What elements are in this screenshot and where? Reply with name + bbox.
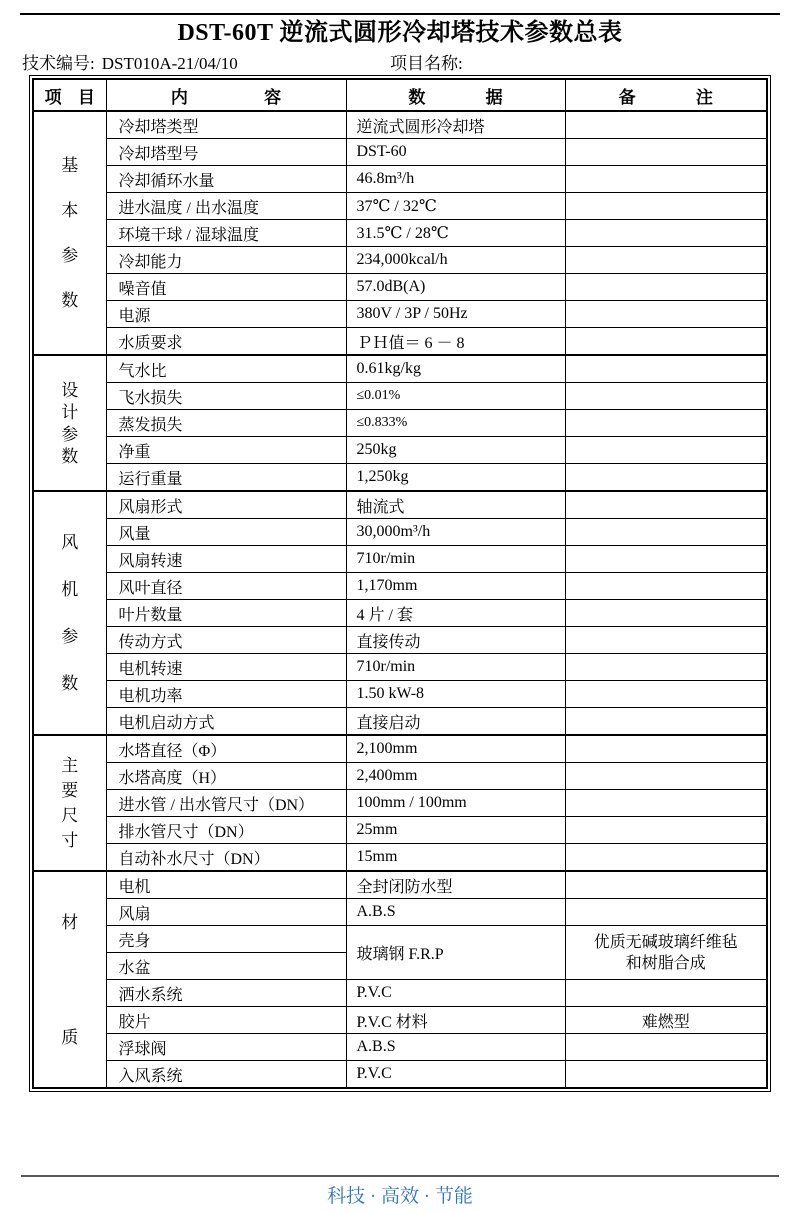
table-row [33, 600, 767, 627]
table-row [33, 546, 767, 573]
page-footer [0, 1175, 800, 1208]
row-value: ≤0.01% [346, 383, 565, 410]
table-row [33, 844, 767, 872]
row-remark [565, 111, 767, 139]
row-label: 风扇形式 [106, 491, 346, 519]
row-remark [565, 1061, 767, 1089]
section-label-fan [33, 491, 106, 735]
row-remark [565, 627, 767, 654]
row-label: 气水比 [106, 355, 346, 383]
section-char: 计 [61, 402, 79, 422]
row-remark-merged [565, 926, 767, 980]
section-char: 参 [61, 246, 79, 265]
footer-rule [21, 1175, 779, 1177]
table-row [33, 247, 767, 274]
row-remark [565, 274, 767, 301]
row-remark [565, 1034, 767, 1061]
row-remark [565, 220, 767, 247]
row-label: 飞水损失 [106, 383, 346, 410]
row-remark [565, 383, 767, 410]
row-value: 直接传动 [346, 627, 565, 654]
table-row [33, 735, 767, 763]
spec-table [32, 78, 768, 1089]
row-remark [565, 247, 767, 274]
table-row [33, 1034, 767, 1061]
row-value: 30,000m³/h [346, 519, 565, 546]
row-label: 冷却塔类型 [106, 111, 346, 139]
row-label: 电源 [106, 301, 346, 328]
section-char: 数 [61, 291, 79, 310]
project-name-label: 项目名称: [390, 54, 463, 73]
table-row [33, 383, 767, 410]
row-label: 运行重量 [106, 464, 346, 492]
table-row [33, 301, 767, 328]
row-label: 胶片 [106, 1007, 346, 1034]
row-value: P.V.C 材料 [346, 1007, 565, 1034]
table-row [33, 899, 767, 926]
meta-row [0, 49, 800, 72]
row-remark [565, 519, 767, 546]
row-label: 进水管 / 出水管尺寸（DN） [106, 790, 346, 817]
row-label: 蒸发损失 [106, 410, 346, 437]
table-row [33, 654, 767, 681]
header-row [33, 79, 767, 111]
row-label: 风扇 [106, 899, 346, 926]
section-label-materials [33, 871, 106, 1088]
row-remark [565, 790, 767, 817]
row-label: 环境干球 / 湿球温度 [106, 220, 346, 247]
table-row [33, 790, 767, 817]
section-char: 要 [61, 781, 79, 800]
row-label: 净重 [106, 437, 346, 464]
row-value: 57.0dB(A) [346, 274, 565, 301]
footer-slogan: 科技 · 高效 · 节能 [327, 1186, 473, 1207]
row-remark [565, 139, 767, 166]
row-value: 逆流式圆形冷却塔 [346, 111, 565, 139]
row-value: A.B.S [346, 899, 565, 926]
row-label: 冷却循环水量 [106, 166, 346, 193]
row-remark [565, 355, 767, 383]
row-value: ＰＨ值＝ 6 － 8 [346, 328, 565, 356]
table-row [33, 519, 767, 546]
row-value: 1.50 kW-8 [346, 681, 565, 708]
row-label: 壳身 [106, 926, 346, 953]
row-remark [565, 654, 767, 681]
row-remark [565, 573, 767, 600]
section-char: 基 [61, 156, 79, 175]
row-label: 冷却塔型号 [106, 139, 346, 166]
row-label: 排水管尺寸（DN） [106, 817, 346, 844]
table-row [33, 464, 767, 492]
table-row [33, 763, 767, 790]
col-header-item: 项 目 [33, 79, 106, 111]
row-label: 洒水系统 [106, 980, 346, 1007]
remark-line: 优质无碱玻璃纤维毡 [593, 933, 738, 951]
row-remark [565, 735, 767, 763]
section-char: 尺 [61, 806, 79, 825]
table-row [33, 166, 767, 193]
row-label: 风量 [106, 519, 346, 546]
row-value: 31.5℃ / 28℃ [346, 220, 565, 247]
section-char: 数 [61, 446, 79, 466]
table-row [33, 1007, 767, 1034]
row-value: 234,000kcal/h [346, 247, 565, 274]
table-row [33, 573, 767, 600]
section-label-basic [33, 111, 106, 355]
table-row [33, 139, 767, 166]
row-label: 电机转速 [106, 654, 346, 681]
row-remark [565, 980, 767, 1007]
table-row [33, 681, 767, 708]
section-char: 主 [61, 756, 79, 775]
tech-number-label: 技术编号: [22, 54, 95, 73]
top-rule [20, 13, 780, 15]
row-label: 电机 [106, 871, 346, 899]
col-header-content: 内 容 [106, 79, 346, 111]
row-value: 轴流式 [346, 491, 565, 519]
section-char: 材 [61, 912, 79, 932]
row-value: 100mm / 100mm [346, 790, 565, 817]
row-remark [565, 301, 767, 328]
row-remark [565, 410, 767, 437]
doc-title: DST-60T 逆流式圆形冷却塔技术参数总表 [177, 20, 623, 46]
table-row [33, 926, 767, 953]
spec-table-frame [29, 75, 771, 1092]
row-label: 噪音值 [106, 274, 346, 301]
row-remark [565, 871, 767, 899]
row-remark [565, 193, 767, 220]
row-remark: 难燃型 [565, 1007, 767, 1034]
table-row [33, 871, 767, 899]
row-label: 风扇转速 [106, 546, 346, 573]
row-remark [565, 546, 767, 573]
section-char: 寸 [61, 831, 79, 850]
table-row [33, 274, 767, 301]
table-row [33, 708, 767, 736]
table-row [33, 410, 767, 437]
row-value-merged: 玻璃钢 F.R.P [346, 926, 565, 980]
section-char: 数 [61, 674, 79, 693]
row-value: P.V.C [346, 980, 565, 1007]
row-value: DST-60 [346, 139, 565, 166]
row-value: 710r/min [346, 654, 565, 681]
table-row [33, 1061, 767, 1089]
tech-number [22, 49, 238, 74]
row-value: 4 片 / 套 [346, 600, 565, 627]
section-label-dimensions [33, 735, 106, 871]
row-label: 自动补水尺寸（DN） [106, 844, 346, 872]
row-remark [565, 600, 767, 627]
row-remark [565, 491, 767, 519]
row-label: 传动方式 [106, 627, 346, 654]
table-row [33, 980, 767, 1007]
section-char: 设 [61, 380, 79, 400]
col-header-data: 数 据 [346, 79, 565, 111]
row-label: 水塔高度（H） [106, 763, 346, 790]
remark-line: 和树脂合成 [625, 954, 706, 972]
row-label: 浮球阀 [106, 1034, 346, 1061]
row-value: 2,400mm [346, 763, 565, 790]
table-row [33, 437, 767, 464]
row-value: 1,250kg [346, 464, 565, 492]
table-row [33, 491, 767, 519]
table-row [33, 220, 767, 247]
row-value: 2,100mm [346, 735, 565, 763]
table-row [33, 627, 767, 654]
section-char: 本 [61, 201, 79, 220]
row-value: 15mm [346, 844, 565, 872]
section-char: 参 [61, 627, 79, 646]
tech-number-value: DST010A-21/04/10 [101, 54, 238, 73]
section-char: 机 [61, 580, 79, 599]
row-label: 水塔直径（Φ） [106, 735, 346, 763]
table-row [33, 355, 767, 383]
row-label: 进水温度 / 出水温度 [106, 193, 346, 220]
table-row [33, 111, 767, 139]
row-value: A.B.S [346, 1034, 565, 1061]
table-row [33, 193, 767, 220]
row-value: P.V.C [346, 1061, 565, 1089]
row-remark [565, 328, 767, 356]
row-remark [565, 817, 767, 844]
row-value: 25mm [346, 817, 565, 844]
section-char: 参 [61, 424, 79, 444]
row-label: 电机功率 [106, 681, 346, 708]
section-char: 风 [61, 533, 79, 552]
row-remark [565, 708, 767, 736]
row-remark [565, 437, 767, 464]
row-value: 37℃ / 32℃ [346, 193, 565, 220]
row-value: 46.8m³/h [346, 166, 565, 193]
row-label: 冷却能力 [106, 247, 346, 274]
row-label: 水质要求 [106, 328, 346, 356]
section-label-design [33, 355, 106, 491]
row-label: 水盆 [106, 953, 346, 980]
section-char: 质 [61, 1027, 79, 1047]
row-remark [565, 464, 767, 492]
table-row [33, 328, 767, 356]
row-label: 入风系统 [106, 1061, 346, 1089]
col-header-remark: 备 注 [565, 79, 767, 111]
row-value: ≤0.833% [346, 410, 565, 437]
row-remark [565, 899, 767, 926]
row-remark [565, 681, 767, 708]
row-value: 直接启动 [346, 708, 565, 736]
row-value: 0.61kg/kg [346, 355, 565, 383]
table-row [33, 817, 767, 844]
row-value: 全封闭防水型 [346, 871, 565, 899]
row-remark [565, 166, 767, 193]
row-label: 叶片数量 [106, 600, 346, 627]
row-value: 1,170mm [346, 573, 565, 600]
row-remark [565, 844, 767, 872]
row-label: 电机启动方式 [106, 708, 346, 736]
row-value: 710r/min [346, 546, 565, 573]
row-label: 风叶直径 [106, 573, 346, 600]
row-value: 380V / 3P / 50Hz [346, 301, 565, 328]
row-value: 250kg [346, 437, 565, 464]
row-remark [565, 763, 767, 790]
